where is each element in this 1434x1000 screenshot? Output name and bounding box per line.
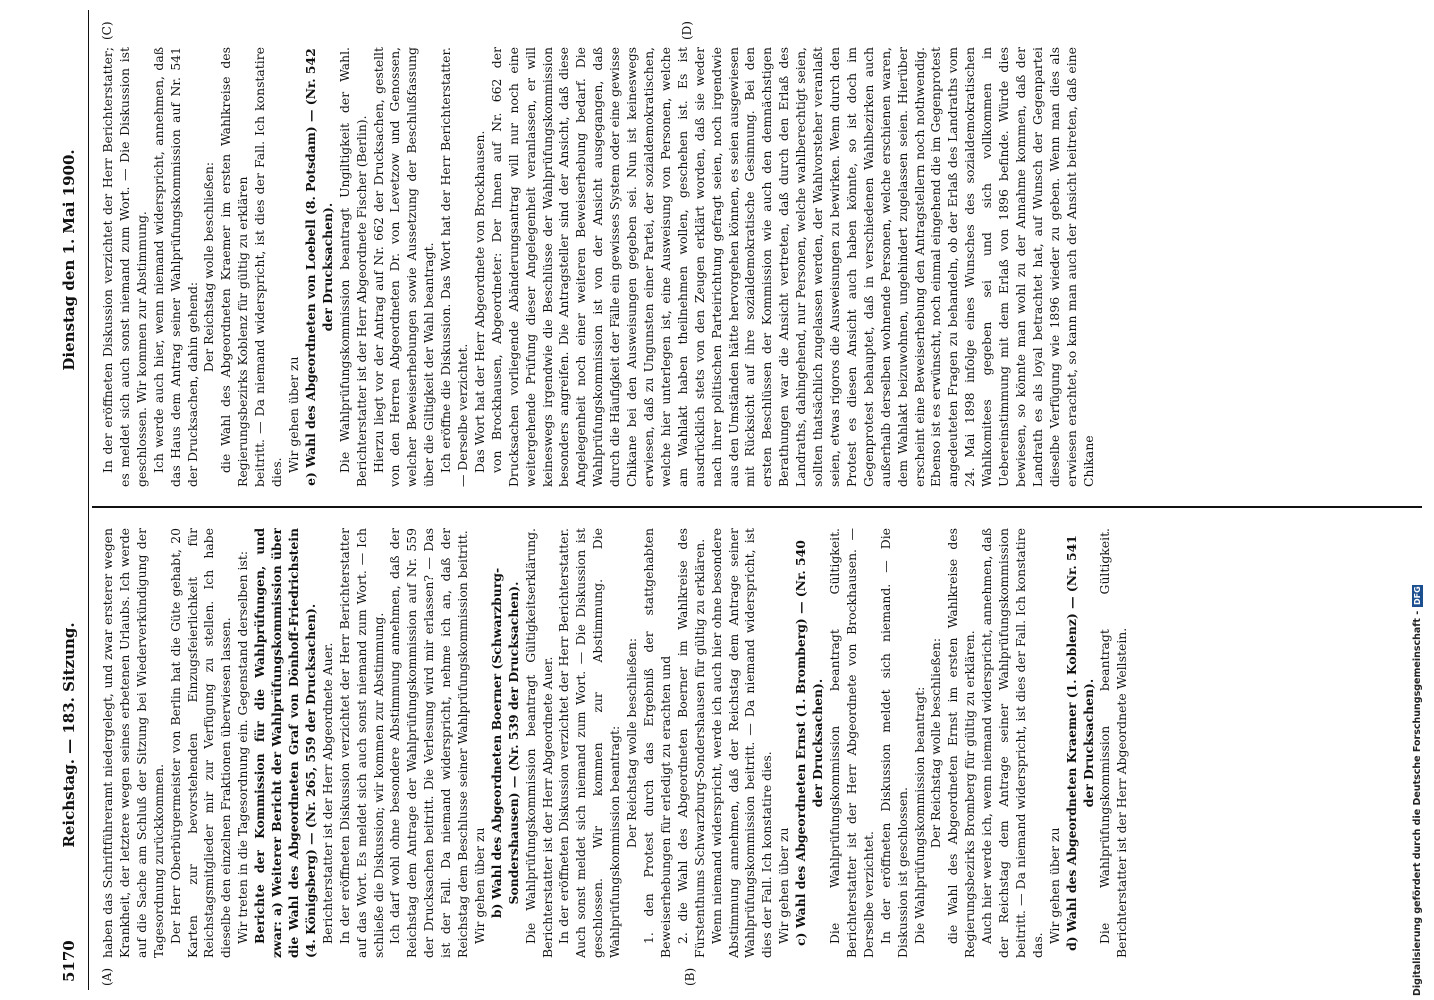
paragraph: Die Wahlprüfungskommission beantragt Gültigkeit. Berichterstatter ist der Herr Abgeordnete von Brockhausen. — Derselbe verzichtet.: [826, 528, 876, 958]
right-column: [100, 47, 1420, 487]
paragraph: Wir treten in die Tagesordnung ein. Gegenstand derselben ist:: [235, 551, 251, 944]
credit-text: Digitalisierung gefördert durch die Deutsche Forschungsgemeinschaft -: [1412, 610, 1423, 996]
speech-paragraph: von Brockhausen, Abgeordneter: Der Ihnen auf Nr. 662 der Drucksachen vorliegende Abänderungsantrag will nur noch eine weitergehende Prüfung dieser Angelegenheit veranlassen, er will keineswegs irgendwie die Beschlüsse der Wahlprüfungskommission besonders angreifen. Die Antragsteller sind der Ansicht, daß diese Angelegenheit noch einer weiteren Beweiserhebung bedarf. Die Wahlprüfungskommission ist von der Ansicht ausgegangen, daß durch die Häufigkeit der Fälle ein gewisses System oder eine gewisse Chikane bei den Ausweisungen gegeben sei. Nun ist keineswegs erwiesen, daß zu Ungunsten einer Partei, der sozialdemokratischen, welche hier unterlegen ist, eine Ausweisung von Personen, welche am Wahlakt haben theilnehmen wollen, geschehen ist. Es ist ausdrücklich stets von den Zeugen erklärt worden, daß sie weder nach ihrer politischen Parteirichtung gefragt seien, noch irgendwie aus den Umständen hätte hervorgehen können, es seien ausgewiesen mit Rücksicht auf ihre sozialdemokratische Gesinnung. Bei den ersten Beschlüssen der Kommission wie auch den demnächstigen Berathungen war die Ansicht vertreten, daß durch den Erlaß des Landraths, dahingehend, nur Personen, welche wahlberechtigt seien, sollten thatsächlich zugelassen werden, der Wahlvorsteher veranlaßt seien, etwas rigoros die Ausweisungen zu bewirken. Wenn durch den Protest es diesen Ansicht auch haben könnte, so ist doch im Gegenprotest behauptet, daß in verschiedenen Wahlbezirken auch außerhalb derselben wohnende Personen, welche erschienen waren, dem Wahlakt beizuwohnen, ungehindert zugelassen seien. Hierüber erscheint eine Beweiserhebung den Antragstellern noch nothwendig. Ebenso ist es erwünscht, noch einmal eingehend die im Gegenprotest angedeuteten Fragen zu behandeln, ob der Erlaß des Landraths vom 24. Mai 1898 infolge eines Wunsches des sozialdemokratischen Wahlkomitees gegeben sei und sich vollkommen in Uebereinstimmung mit dem Erlaß von 1896 befinde. Würde dies bewiesen, so könnte man wohl zu der Annahme kommen, daß der Landrath es als loyal betrachtet hat, auf Wunsch der Gegenpartei dieselbe Verfügung wie 1896 wieder zu geben. Wenn man dies als erwiesen erachtet, so kann man auch der Ansicht beitreten, daß eine Chikane: [488, 47, 1096, 487]
dfg-logo: DFG: [1413, 586, 1422, 606]
paragraph: Auch hier werde ich, wenn niemand widerspricht, annehmen, daß der Reichstag dem Antrage seiner Wahlprüfungskommission beitritt. — Da niemand widerspricht, ist dies der Fall. Ich konstatire das.: [979, 528, 1045, 958]
paragraph: die Wahl des Abgeordneten Kraemer im ersten Wahlkreise des Regierungsbezirks Koblenz für gültig zu erklären: [218, 47, 251, 487]
paragraph: In der eröffneten Diskussion verzichtet der Herr Berichterstatter; es meldet sich auch sonst niemand zum Wort. — Die Diskussion ist geschlossen. Wir kommen zur Abstimmung.: [100, 47, 149, 487]
margin-marker-c: (C): [100, 21, 114, 40]
margin-marker-d: (D): [680, 21, 694, 40]
margin-marker-b: (B): [683, 967, 697, 986]
paragraph: 1. den Protest durch das Ergebniß der stattgehabten Beweiserhebungen für erledigt zu erachten und: [641, 528, 673, 958]
digitization-credit: [1412, 6, 1432, 996]
paragraph: In der eröffneten Diskussion verzichtet der Herr Berichterstatter. Auch sonst meldet sich niemand zum Wort. — Die Diskussion ist geschlossen. Wir kommen zur Abstimmung. Die Wahlprüfungskommission beantragt:: [556, 528, 623, 958]
agenda-item-b: b) Wahl des Abgeordneten Boerner (Schwarzburg-Sondershausen) — (Nr. 539 der Drucksachen).: [488, 567, 521, 919]
paragraph: Berichte der Kommission für die Wahlprüfungen, und zwar: a) Weiterer Bericht der Wahlprüfungskommission über die Wahl des Abgeordneten Graf von Dönhoff-Friedrichstein (4. Königsberg) — (Nr. 265, 559 der Drucksachen).: [252, 528, 318, 958]
paragraph: Wir gehen über zu: [1046, 827, 1062, 944]
header-rule: [88, 10, 89, 990]
page-header: [60, 0, 86, 1000]
paragraph: Ich werde auch hier, wenn niemand widerspricht, annehmen, daß das Haus dem Antrag seiner Wahlprüfungskommission auf Nr. 541 der Drucksachen, dahin gehend:: [150, 47, 200, 487]
header-left-title: Reichstag. — 183. Sitzung.: [60, 622, 78, 848]
agenda-item-c: c) Wahl des Abgeordneten Ernst (1. Bromberg) — (Nr. 540 der Drucksachen).: [793, 540, 826, 946]
paragraph: 2. die Wahl des Abgeordneten Boerner im Wahlkreise des Fürstenthums Schwarzburg-Sondershausen für gültig zu erklären.: [674, 528, 707, 958]
paragraph: Der Herr Oberbürgermeister von Berlin hat die Güte gehabt, 20 Karten zur bevorstehenden Einzugsfeierlichkeit für Reichstagsmitglieder mir zur Verfügung zu stellen. Ich habe dieselbe den einzelnen Fraktionen überwiesen lassen.: [167, 528, 234, 958]
paragraph: Berichterstatter ist der Herr Abgeordnete Auer.: [319, 642, 335, 944]
paragraph: Wir gehen über zu: [285, 356, 301, 473]
paragraph: Die Wahlprüfungskommission beantragt Ungiltigkeit der Wahl. Berichterstatter ist der Herr Abgeordnete Fischer (Berlin).: [336, 47, 369, 487]
paragraph: Die Wahlprüfungskommission beantragt:: [911, 686, 927, 944]
agenda-item-e: e) Wahl des Abgeordneten von Loebell (8. Potsdam) — (Nr. 542 der Drucksachen).: [302, 48, 335, 486]
paragraph: Das Wort hat der Herr Abgeordnete von Brockhausen.: [471, 130, 487, 473]
paragraph: Die Wahlprüfungskommission beantragt Gültigkeitserklärung. Berichterstatter ist der Herr Abgeordnete Auer.: [522, 528, 555, 958]
paragraph: Der Reichstag wolle beschließen:: [624, 637, 640, 849]
paragraph: haben das Schriftführeramt niedergelegt, und zwar ersterer wegen Krankheit, der letztere wegen seines erbetenen Urlaubs. Ich werde auf die Sache am Schluß der Sitzung bei Wiederverkündigung der Tagesordnung zurückkommen.: [100, 528, 166, 958]
paragraph: die Wahl des Abgeordneten Ernst im ersten Wahlkreise des Regierungsbezirks Bromberg für gültig zu erklären.: [945, 528, 978, 958]
paragraph: Der Reichstag wolle beschließen:: [201, 161, 217, 373]
paragraph: Wir gehen über zu: [776, 827, 792, 944]
paragraph: Ich darf wohl ohne besondere Abstimmung annehmen, daß der Reichstag dem Antrage der Wahlprüfungskommission auf Nr. 559 der Drucksachen beitritt. Die Verlesung wird mir erlassen? — Das ist der Fall. Da niemand widerspricht, nehme ich an, daß der Reichstag dem Beschlusse seiner Wahlprüfungskommission beitritt.: [387, 528, 471, 958]
paragraph: Ich eröffne die Diskussion. Das Wort hat der Herr Berichterstatter. — Derselbe verzichtet.: [438, 47, 471, 487]
paragraph: In der eröffneten Diskussion verzichtet der Herr Berichterstatter auf das Wort. Es meldet sich auch sonst niemand zum Wort. — Ich schließe die Diskussion; wir kommen zur Abstimmung.: [336, 528, 386, 958]
margin-marker-a: (A): [100, 967, 114, 986]
paragraph: Wenn niemand widerspricht, werde ich auch hier ohne besondere Abstimmung annehmen, daß der Reichstag dem Antrage seiner Wahlprüfungskommission beitritt. — Da niemand widerspricht, ist dies der Fall. Ich konstatire dies.: [708, 528, 775, 958]
paragraph: Hierzu liegt vor der Antrag auf Nr. 662 der Drucksachen, gestellt von den Herren Abgeordneten Dr. von Levetzow und Genossen, welcher Beweiserhebungen sowie Aussetzung der Beschlußfassung über die Giltigkeit der Wahl beantragt.: [370, 47, 437, 487]
paragraph: Wir gehen über zu: [471, 827, 487, 944]
left-column: [100, 528, 1420, 958]
paragraph: Der Reichstag wolle beschließen:: [928, 637, 944, 849]
page-number: 5170: [60, 940, 78, 982]
header-right-title: Dienstag den 1. Mai 1900.: [60, 149, 78, 371]
paragraph: In der eröffneten Diskussion meldet sich niemand. — Die Diskussion ist geschlossen.: [877, 528, 910, 958]
column-divider: [92, 506, 1422, 508]
paragraph: Die Wahlprüfungskommission beantragt Gültigkeit. Berichterstatter ist der Herr Abgeordnete Wellstein.: [1097, 528, 1130, 958]
agenda-item-d: d) Wahl des Abgeordneten Kraemer (1. Koblenz) — (Nr. 541 der Drucksachen).: [1063, 535, 1096, 951]
paragraph: beitritt. — Da niemand widerspricht, ist dies der Fall. Ich konstatire dies.: [252, 47, 285, 487]
